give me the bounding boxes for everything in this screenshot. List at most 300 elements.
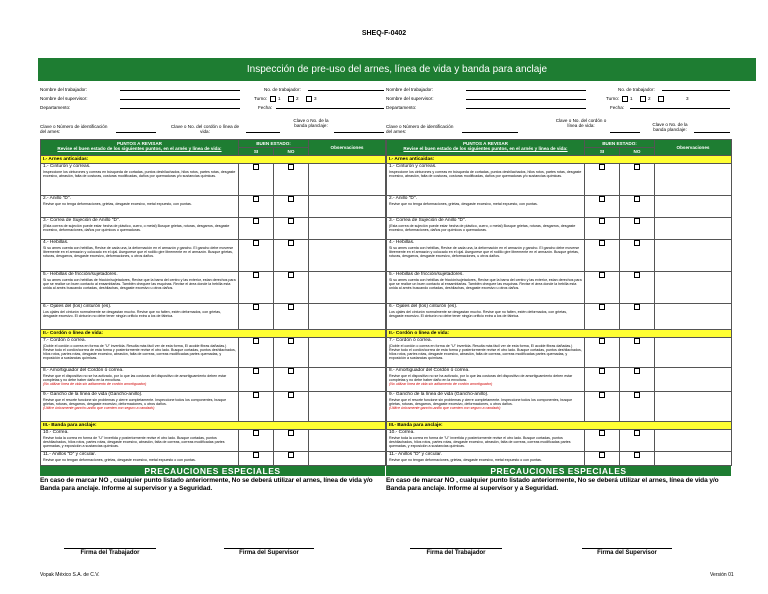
item-description: Revise que no tenga deformaciones, grietas, desgaste excesivo, metal expuesto, con puntas. xyxy=(43,201,192,206)
buen-estado-si-cell xyxy=(585,240,620,272)
item-title: 4.- Hebillas. xyxy=(43,240,69,245)
label-turno: Turno: xyxy=(254,96,268,101)
item-warning-note: (Utilice únicamente gancho-anillo que cuenten con seguro a candado) xyxy=(389,406,501,411)
item-description: Inspeccione los cinturones y correas en búsqueda de cortadas, puntos deshilachados, hilos rotos, partes rotas, desgaste excesivo, abrasión, falta de costuras, costuras modificadas, daños por quemaduras y/o sustancias químicas. xyxy=(389,169,582,178)
label-nombre-supervisor: Nombre del supervisor: xyxy=(40,96,88,101)
item-title: 2.- Anillo "D". xyxy=(389,196,417,201)
item-description: (Esta correa de sujeción puede estar hecha de plástico, cuero, o metal) Busque grietas, roturas, desgarros, desgaste excesivo, deformaciones, daños por químicos o quemaduras. xyxy=(389,223,576,232)
checkbox-si[interactable] xyxy=(253,240,259,246)
item-description: Revise toda la correa en forma de "U" invertida y posteriormente revise el otro lado. Busque cortadas, puntos deshilachados, hilos rotos, partes rotas, desgaste excesivo, abrasión, falta de correas, correas modificadas partes quemadas, y exposición a sustancias químicas. xyxy=(43,435,225,449)
item-title: 6.- Ojales del (los) cinturón (es). xyxy=(389,304,458,309)
sections-body xyxy=(41,156,386,466)
checkbox-no[interactable] xyxy=(634,240,640,246)
inspection-item xyxy=(387,452,585,466)
label-turno: Turno: xyxy=(606,96,620,101)
checkbox-si[interactable] xyxy=(599,304,605,310)
checkbox-si[interactable] xyxy=(253,272,259,278)
inspection-item-row xyxy=(41,430,386,452)
item-description: Si su arnes cuenta con hebillas, Revise de cada una, la deformación en el armazón y gancho. El gancho debe moverse libremente en el armazón y colocado en el ojal. Asegurese que el rodillo gire libremente en el armazón. Busque grietas, roturas, desgarros, desgaste excesivo, deformaciones, u otros daños. xyxy=(389,245,580,259)
inspection-panel-right xyxy=(386,86,731,493)
item-title: 2.- Anillo "D". xyxy=(43,196,71,201)
checkbox-si[interactable] xyxy=(253,452,259,458)
item-title: 3.- Correa de Sujeción de Anillo "D". xyxy=(43,218,120,223)
label-fecha: Fecha: xyxy=(610,105,625,110)
buen-estado-si-cell xyxy=(239,452,274,466)
checkbox-no[interactable] xyxy=(288,196,294,202)
inspection-item xyxy=(41,430,239,452)
field-clave-arnes[interactable] xyxy=(462,128,518,133)
item-title: 9.- Gancho de la línea de vida (Gancho-anillo). xyxy=(389,392,489,397)
checkbox-si[interactable] xyxy=(253,218,259,224)
puntos-header xyxy=(41,140,239,156)
inspection-item-row xyxy=(41,196,386,218)
label-departamento: Departamento: xyxy=(386,105,417,110)
buen-estado-no-cell xyxy=(620,430,655,452)
signature-line xyxy=(582,548,672,549)
label-no-trabajador: No. de trabajador: xyxy=(264,87,301,92)
field-clave-cordon[interactable] xyxy=(610,128,640,133)
buen-estado-no-cell xyxy=(274,430,309,452)
observaciones-cell[interactable] xyxy=(655,218,732,240)
form-title-banner: Inspección de pre-uso del arnes, línea de vida y banda para anclaje xyxy=(38,58,756,81)
item-title: 4.- Hebillas. xyxy=(389,240,415,245)
buen-estado-no-cell xyxy=(274,392,309,422)
inspection-item xyxy=(41,392,239,422)
buen-estado-no-cell xyxy=(274,338,309,368)
footer-company: Vopak México S.A. de C.V. xyxy=(40,572,100,578)
buen-estado-si-cell xyxy=(239,392,274,422)
inspection-item xyxy=(41,240,239,272)
inspection-item-row xyxy=(41,164,386,196)
buen-estado-no-cell xyxy=(274,368,309,392)
observaciones-cell[interactable] xyxy=(309,338,386,368)
buen-estado-no-cell xyxy=(274,164,309,196)
buen-estado-si-cell xyxy=(585,452,620,466)
puntos-subtitle: Revise el buen estado de los siguientes puntos, en el arnés y línea de vida: xyxy=(403,146,568,151)
buen-estado-no-cell xyxy=(620,164,655,196)
checkbox-no[interactable] xyxy=(288,240,294,246)
buen-estado-no-cell xyxy=(274,304,309,330)
precauciones-title: PRECAUCIONES ESPECIALES xyxy=(40,466,385,476)
buen-estado-si-cell xyxy=(239,218,274,240)
signature-supervisor-label: Firma del Supervisor xyxy=(597,550,657,556)
inspection-item-row xyxy=(387,196,732,218)
inspection-item xyxy=(387,392,585,422)
observaciones-cell[interactable] xyxy=(655,304,732,330)
section-row xyxy=(387,330,732,338)
item-title: 10.- Correa. xyxy=(43,430,69,435)
signature-line xyxy=(64,548,156,549)
signature-worker-label: Firma del Trabajador xyxy=(426,550,486,556)
observaciones-cell[interactable] xyxy=(655,452,732,466)
item-description: (Esta correa de sujeción puede estar hecha de plástico, cuero, o metal) Busque grietas, roturas, desgarros, desgaste excesivo, deformaciones, daños por químicos o quemaduras. xyxy=(43,223,230,232)
label-clave-cordon: Clave o No. del cordón o línea de vida: xyxy=(555,118,607,128)
buen-estado-no-cell xyxy=(274,240,309,272)
checkbox-no[interactable] xyxy=(634,392,640,398)
inspection-item-row xyxy=(41,368,386,392)
buen-estado-si-cell xyxy=(239,240,274,272)
signature-worker[interactable] xyxy=(410,548,502,556)
turno-option-3: 3 xyxy=(314,96,317,101)
item-description: Inspeccione los cinturones y correas en búsqueda de cortadas, puntos deshilachados, hilos rotos, partes rotas, desgaste excesivo, abrasión, falta de costuras, costuras modificadas, daños por quemaduras y/o sustancias químicas. xyxy=(43,169,236,178)
item-title: 9.- Gancho de la línea de vida (Gancho-anillo). xyxy=(43,392,143,397)
observaciones-cell[interactable] xyxy=(655,240,732,272)
footer-version: Versión 01 xyxy=(710,572,734,578)
checkbox-si[interactable] xyxy=(253,338,259,344)
section-row xyxy=(387,422,732,430)
turno-option-2: 2 xyxy=(296,96,299,101)
puntos-title: PUNTOS A REVISAR xyxy=(116,141,162,146)
item-description: Revise que no tengan deformaciones, grietas, desgaste excesivo, metal expuesto o con puntas. xyxy=(43,457,196,462)
buen-estado-si-cell xyxy=(585,338,620,368)
checkbox-si[interactable] xyxy=(253,304,259,310)
item-description: Revise que el dispositivo no se ha activado, por lo que las costuras del dispositivo de amortiguamiento deben estar completas y no debe haber daño en la envoltura. xyxy=(43,373,227,382)
checkbox-no[interactable] xyxy=(288,218,294,224)
inspection-item xyxy=(387,196,585,218)
field-fecha[interactable] xyxy=(630,104,730,109)
field-nombre-supervisor[interactable] xyxy=(120,95,240,100)
inspection-panel-left xyxy=(40,86,385,493)
signature-supervisor-label: Firma del Supervisor xyxy=(239,550,299,556)
section-row xyxy=(41,422,386,430)
item-warning-note: (No utilizar línea de vida sin aditamento de cordón amortiguador) xyxy=(43,382,147,387)
observaciones-cell[interactable] xyxy=(655,196,732,218)
checkbox-no[interactable] xyxy=(634,196,640,202)
checkbox-no[interactable] xyxy=(634,218,640,224)
inspection-item-row xyxy=(387,430,732,452)
buen-estado-si-cell xyxy=(585,430,620,452)
buen-estado-no-cell xyxy=(274,452,309,466)
turno-checkbox-1[interactable] xyxy=(622,96,628,102)
field-clave-banda[interactable] xyxy=(334,128,384,133)
observaciones-header: Observaciones xyxy=(655,140,732,156)
buen-estado-no-cell xyxy=(274,196,309,218)
checkbox-si[interactable] xyxy=(599,240,605,246)
item-title: 10.- Correa. xyxy=(389,430,415,435)
checkbox-si[interactable] xyxy=(253,196,259,202)
si-header: SI xyxy=(585,148,620,156)
precauciones-text: En caso de marcar NO , cualquier punto listado anteriormente, No se deberá utilizar el arnes, línea de vida y/o Banda para anclaje. Informe al supervisor y a Seguridad. xyxy=(386,477,719,492)
buen-estado-header: BUEN ESTADO: xyxy=(239,140,309,148)
label-clave-arnes: Clave o Número de identificación del arnes: xyxy=(386,124,454,134)
field-no-trabajador[interactable] xyxy=(308,86,384,91)
inspection-item xyxy=(41,368,239,392)
inspection-item-row xyxy=(41,240,386,272)
turno-checkbox-2[interactable] xyxy=(288,96,294,102)
inspection-table xyxy=(40,139,386,466)
inspection-item-row xyxy=(387,272,732,304)
checkbox-si[interactable] xyxy=(253,164,259,170)
turno-checkbox-1[interactable] xyxy=(270,96,276,102)
inspection-item xyxy=(41,338,239,368)
si-header: SI xyxy=(239,148,274,156)
inspection-item-row xyxy=(41,272,386,304)
inspection-item xyxy=(41,164,239,196)
inspection-item xyxy=(41,452,239,466)
item-title: 1.- Cinturón y correas. xyxy=(389,164,437,169)
item-description: Los ojales del cinturón normalmente se desgastan mucho. Revise que no falten, estén deformados, con grietas, desgaste excesivo. El cinturón no debe tener ningún orificio extra a los de fábrica. xyxy=(389,309,567,318)
field-nombre-trabajador[interactable] xyxy=(120,86,240,91)
label-clave-cordon: Clave o No. del cordón o línea de vida: xyxy=(170,124,240,134)
item-title: 3.- Correa de Sujeción de Anillo "D". xyxy=(389,218,466,223)
observaciones-cell[interactable] xyxy=(309,392,386,422)
item-title: 1.- Cinturón y correas. xyxy=(43,164,91,169)
checkbox-no[interactable] xyxy=(288,368,294,374)
item-warning-note: (No utilizar línea de vida sin aditamento de cordón amortiguador) xyxy=(389,382,493,387)
buen-estado-si-cell xyxy=(585,392,620,422)
item-description: Revise que el dispositivo no se ha activado, por lo que las costuras del dispositivo de amortiguamiento deben estar completas y no debe haber daño en la envoltura. xyxy=(389,373,573,382)
observaciones-cell[interactable] xyxy=(655,368,732,392)
buen-estado-si-cell xyxy=(585,368,620,392)
turno-checkbox-3[interactable] xyxy=(658,96,664,102)
buen-estado-si-cell xyxy=(239,164,274,196)
label-clave-banda: Clave o No. de la banda planclaje: xyxy=(652,122,688,132)
signature-line xyxy=(224,548,314,549)
inspection-item-row xyxy=(387,304,732,330)
item-title: 5.- Hebillas de fricción/sujetadores. xyxy=(389,272,464,277)
inspection-item-row xyxy=(41,304,386,330)
observaciones-cell[interactable] xyxy=(309,196,386,218)
observaciones-cell[interactable] xyxy=(309,240,386,272)
buen-estado-si-cell xyxy=(239,430,274,452)
item-title: 5.- Hebillas de fricción/sujetadores. xyxy=(43,272,118,277)
buen-estado-no-cell xyxy=(274,272,309,304)
checkbox-si[interactable] xyxy=(599,338,605,344)
section-name: I.- Arnes anticaidas: xyxy=(387,156,732,164)
label-fecha: Fecha: xyxy=(258,105,273,110)
turno-option-1: 1 xyxy=(630,96,633,101)
checkbox-si[interactable] xyxy=(253,430,259,436)
signature-line xyxy=(410,548,502,549)
item-title: 7.- Cordón ó correa. xyxy=(389,338,432,343)
turno-option-1: 1 xyxy=(278,96,281,101)
turno-option-2: 2 xyxy=(648,96,651,101)
item-title: 6.- Ojales del (los) cinturón (es). xyxy=(43,304,112,309)
checkbox-no[interactable] xyxy=(288,392,294,398)
signature-supervisor[interactable] xyxy=(224,548,314,556)
signature-supervisor[interactable] xyxy=(582,548,672,556)
checkbox-no[interactable] xyxy=(288,272,294,278)
item-title: 11.- Anillos "D" y circular. xyxy=(389,452,442,457)
section-name: III.- Banda para anclaje: xyxy=(387,422,732,430)
buen-estado-si-cell xyxy=(585,196,620,218)
item-description: (Doble el cordón o correa en forma de "U" invertida. Resulta más fácil ver de esta forma, El acolde fibras dañadas.) Revise todo el cordón/correa de esta forma y posteriormente revise el otro lado. Busque cortadas, puntos deshilachados, hilos rotos, partes rotas, desgaste excesivo, abrasión, falta de correas, correas modificadas partes quemadas, y exposición a sustancias químicas. xyxy=(43,343,236,361)
buen-estado-si-cell xyxy=(585,218,620,240)
inspection-item-row xyxy=(387,392,732,422)
observaciones-cell[interactable] xyxy=(309,218,386,240)
checkbox-no[interactable] xyxy=(288,304,294,310)
label-clave-arnes: Clave o Número de identificación del arnes: xyxy=(40,124,108,134)
item-description: Revise que el resorte funcione sin problemas y cierre completamente. Inspeccione todos los componentes, busque grietas, roturas, desgarros, desgaste excesivo, deformaciones, u otros daños. xyxy=(389,397,573,406)
inspection-item xyxy=(387,368,585,392)
buen-estado-no-cell xyxy=(620,218,655,240)
section-name: II.- Cordón o línea de vida: xyxy=(387,330,732,338)
puntos-title: PUNTOS A REVISAR xyxy=(462,141,508,146)
inspection-item xyxy=(387,272,585,304)
item-title: 11.- Anillos "D" y circular. xyxy=(43,452,96,457)
field-nombre-trabajador[interactable] xyxy=(466,86,586,91)
section-row xyxy=(41,330,386,338)
buen-estado-si-cell xyxy=(585,272,620,304)
turno-checkbox-3[interactable] xyxy=(306,96,312,102)
buen-estado-si-cell xyxy=(239,272,274,304)
inspection-item xyxy=(387,218,585,240)
inspection-item-row xyxy=(387,338,732,368)
checkbox-no[interactable] xyxy=(288,338,294,344)
precauciones-text: En caso de marcar NO , cualquier punto listado anteriormente, No se deberá utilizar el arnes, línea de vida y/o Banda para anclaje. Informe al supervisor y a Seguridad. xyxy=(40,477,373,492)
buen-estado-no-cell xyxy=(620,240,655,272)
inspection-item xyxy=(387,240,585,272)
checkbox-si[interactable] xyxy=(599,218,605,224)
checkbox-si[interactable] xyxy=(599,272,605,278)
buen-estado-si-cell xyxy=(239,338,274,368)
inspection-item-row xyxy=(387,218,732,240)
observaciones-cell[interactable] xyxy=(309,304,386,330)
inspection-item-row xyxy=(41,392,386,422)
item-description: Revise que el resorte funcione sin problemas y cierre completamente. Inspeccione todos los componentes, busque grietas, roturas, desgarros, desgaste excesivo, deformaciones, u otros daños. xyxy=(43,397,227,406)
observaciones-cell[interactable] xyxy=(655,338,732,368)
item-title: 7.- Cordón ó correa. xyxy=(43,338,86,343)
inspection-item xyxy=(41,218,239,240)
item-description: Revise que no tenga deformaciones, grietas, desgaste excesivo, metal expuesto, con puntas. xyxy=(389,201,538,206)
item-title: 8.- Amortiguador del Cordón ó correa. xyxy=(43,368,124,373)
sections-body xyxy=(387,156,732,466)
buen-estado-no-cell xyxy=(274,218,309,240)
no-header: NO xyxy=(620,148,655,156)
section-name: II.- Cordón o línea de vida: xyxy=(41,330,386,338)
puntos-subtitle: Revise el buen estado de los siguientes puntos, en el arnés y línea de vida: xyxy=(57,146,222,151)
field-clave-banda[interactable] xyxy=(694,128,730,133)
turno-checkbox-2[interactable] xyxy=(640,96,646,102)
inspection-item-row xyxy=(387,368,732,392)
label-nombre-trabajador: Nombre del trabajador: xyxy=(40,87,87,92)
observaciones-cell[interactable] xyxy=(655,392,732,422)
inspection-item-row xyxy=(387,240,732,272)
observaciones-cell[interactable] xyxy=(655,164,732,196)
field-departamento[interactable] xyxy=(120,104,240,109)
label-nombre-trabajador: Nombre del trabajador: xyxy=(386,87,433,92)
section-row xyxy=(387,156,732,164)
inspection-item-row xyxy=(41,452,386,466)
inspection-item xyxy=(387,164,585,196)
item-description: Revise que no tengan deformaciones, grietas, desgaste excesivo, metal expuesto o con puntas. xyxy=(389,457,542,462)
inspection-item xyxy=(387,430,585,452)
item-description: Revise toda la correa en forma de "U" invertida y posteriormente revise el otro lado. Busque cortadas, puntos deshilachados, hilos rotos, partes rotas, desgaste excesivo, abrasión, falta de correas, correas modificadas partes quemadas, y exposición a sustancias químicas. xyxy=(389,435,571,449)
form-code: SHEQ-F-0402 xyxy=(361,30,407,37)
checkbox-no[interactable] xyxy=(288,452,294,458)
inspection-item xyxy=(41,196,239,218)
inspection-table xyxy=(386,139,732,466)
buen-estado-no-cell xyxy=(620,272,655,304)
checkbox-si[interactable] xyxy=(599,430,605,436)
label-departamento: Departamento: xyxy=(40,105,71,110)
buen-estado-si-cell xyxy=(239,304,274,330)
item-description: Si su arnes cuenta con hebillas de fricción/sujetadores, Revise que la barra del centro y las exterior, estan derechos para que se realice un buen contacto al ensamblarlas. También chequee las esquinas. Revise el área donde la hebilla esta unida al arnés buscando cortadas, deshilachas, desgaste excesivo u otros daños. xyxy=(43,277,236,291)
buen-estado-no-cell xyxy=(620,452,655,466)
item-description: Si su arnes cuenta con hebillas, Revise de cada una, la deformación en el armazón y gancho. El gancho debe moverse libremente en el armazón y colocado en el ojal. Asegurese que el rodillo gire libremente en el armazón. Busque grietas, roturas, desgarros, desgaste excesivo, deformaciones, u otros daños. xyxy=(43,245,234,259)
turno-option-3: 3 xyxy=(686,96,689,101)
field-nombre-supervisor[interactable] xyxy=(466,95,586,100)
field-fecha[interactable] xyxy=(276,104,384,109)
checkbox-si[interactable] xyxy=(253,368,259,374)
checkbox-no[interactable] xyxy=(634,452,640,458)
checkbox-no[interactable] xyxy=(634,164,640,170)
checkbox-si[interactable] xyxy=(599,452,605,458)
observaciones-cell[interactable] xyxy=(309,164,386,196)
observaciones-cell[interactable] xyxy=(309,430,386,452)
checkbox-si[interactable] xyxy=(599,196,605,202)
observaciones-header: Observaciones xyxy=(309,140,386,156)
observaciones-cell[interactable] xyxy=(309,452,386,466)
buen-estado-no-cell xyxy=(620,304,655,330)
buen-estado-no-cell xyxy=(620,338,655,368)
checkbox-no[interactable] xyxy=(634,304,640,310)
section-name: I.- Arnes anticaidas: xyxy=(41,156,386,164)
item-title: 8.- Amortiguador del Cordón ó correa. xyxy=(389,368,470,373)
buen-estado-no-cell xyxy=(620,392,655,422)
item-description: (Doble el cordón o correa en forma de "U" invertida. Resulta más fácil ver de esta forma, El acolde fibras dañadas.) Revise todo el cordón/correa de esta forma y posteriormente revise el otro lado. Busque cortadas, puntos deshilachados, hilos rotos, partes rotas, desgaste excesivo, abrasión, falta de correas, correas modificadas partes quemadas, y exposición a sustancias químicas. xyxy=(389,343,582,361)
checkbox-no[interactable] xyxy=(634,272,640,278)
buen-estado-si-cell xyxy=(239,368,274,392)
checkbox-si[interactable] xyxy=(599,164,605,170)
observaciones-cell[interactable] xyxy=(655,272,732,304)
inspection-item-row xyxy=(387,164,732,196)
checkbox-si[interactable] xyxy=(253,392,259,398)
item-description: Si su arnes cuenta con hebillas de fricción/sujetadores, Revise que la barra del centro y las exterior, estan derechos para que se realice un buen contacto al ensamblarlas. También chequee las esquinas. Revise el área donde la hebilla esta unida al arnés buscando cortadas, deshilachas, desgaste excesivo u otros daños. xyxy=(389,277,582,291)
label-nombre-supervisor: Nombre del supervisor: xyxy=(386,96,434,101)
field-clave-cordon[interactable] xyxy=(246,128,280,133)
inspection-item-row xyxy=(387,452,732,466)
inspection-item xyxy=(387,304,585,330)
buen-estado-si-cell xyxy=(585,304,620,330)
no-header: NO xyxy=(274,148,309,156)
observaciones-cell[interactable] xyxy=(309,272,386,304)
field-clave-arnes[interactable] xyxy=(116,128,156,133)
puntos-header xyxy=(387,140,585,156)
signature-worker-label: Firma del Trabajador xyxy=(80,550,140,556)
inspection-item xyxy=(387,338,585,368)
section-name: III.- Banda para anclaje: xyxy=(41,422,386,430)
label-no-trabajador: No. de trabajador: xyxy=(618,87,655,92)
signature-worker[interactable] xyxy=(64,548,156,556)
checkbox-no[interactable] xyxy=(288,430,294,436)
checkbox-no[interactable] xyxy=(288,164,294,170)
inspection-item-row xyxy=(41,338,386,368)
field-no-trabajador[interactable] xyxy=(662,86,730,91)
buen-estado-header: BUEN ESTADO: xyxy=(585,140,655,148)
checkbox-no[interactable] xyxy=(634,430,640,436)
observaciones-cell[interactable] xyxy=(309,368,386,392)
inspection-item xyxy=(41,272,239,304)
buen-estado-no-cell xyxy=(620,368,655,392)
inspection-item xyxy=(41,304,239,330)
checkbox-no[interactable] xyxy=(634,368,640,374)
checkbox-si[interactable] xyxy=(599,368,605,374)
label-clave-banda: Clave o No. de la banda planclaje: xyxy=(293,118,329,128)
item-warning-note: (Utilice únicamente gancho-anillo que cuenten con seguro a candado) xyxy=(43,406,155,411)
inspection-item-row xyxy=(41,218,386,240)
precauciones-title: PRECAUCIONES ESPECIALES xyxy=(386,466,731,476)
buen-estado-si-cell xyxy=(239,196,274,218)
section-row xyxy=(41,156,386,164)
item-description: Los ojales del cinturón normalmente se desgastan mucho. Revise que no falten, estén deformados, con grietas, desgaste excesivo. El cinturón no debe tener ningún orificio extra a los de fábrica. xyxy=(43,309,221,318)
buen-estado-si-cell xyxy=(585,164,620,196)
checkbox-no[interactable] xyxy=(634,338,640,344)
checkbox-si[interactable] xyxy=(599,392,605,398)
buen-estado-no-cell xyxy=(620,196,655,218)
observaciones-cell[interactable] xyxy=(655,430,732,452)
field-departamento[interactable] xyxy=(466,104,586,109)
